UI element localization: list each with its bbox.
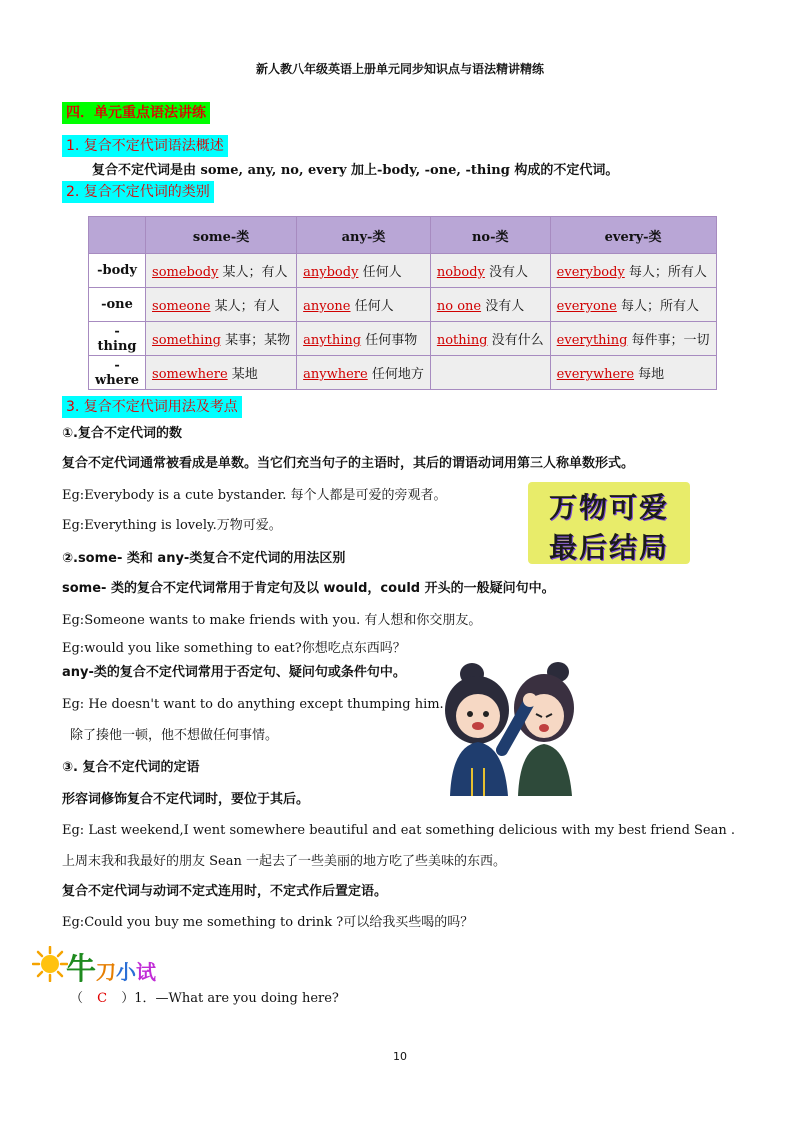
table-row [89,356,717,390]
pronoun-word: someone [152,299,211,314]
table-header: every-类 [550,217,716,254]
table-cell [146,322,297,356]
pronoun-meaning: 任何人 [358,265,402,280]
quiz-heading [66,944,156,988]
point2-example-2: Eg:would you like something to eat?你想吃点东西吗？ [62,641,406,656]
pronoun-table [88,216,717,390]
pronoun-word: anywhere [303,367,368,382]
quiz-heading-char: 刀 [96,960,116,984]
table-cell [430,254,550,288]
question-open-paren: （ [70,991,84,1006]
point2-title: ②.some- 类和 any-类复合不定代词的用法区别 [62,551,346,566]
table-cell [550,288,716,322]
row-label: -thing [89,322,146,356]
pronoun-word: anyone [303,299,351,314]
point3-example-2: Eg:Could you buy me something to drink ?可以给我买些喝的吗？ [62,915,474,930]
page-number: 10 [393,1050,407,1063]
table-cell [146,288,297,322]
point3-example-1-translation: 上周末我和我最好的朋友 Sean 一起去了一些美丽的地方吃了些美味的东西。 [62,854,506,869]
table-cell [430,288,550,322]
pronoun-word: everyone [556,299,617,314]
sticker-text-line-2: 最后结局 [548,531,669,564]
pronoun-word: nobody [436,265,485,280]
table-row [89,322,717,356]
overview-text: 复合不定代词是由 some, any, no, every 加上-body, -one, -thing 构成的不定代词。 [92,163,619,178]
table-cell [550,322,716,356]
section-title: 四．单元重点语法讲练 [62,102,210,124]
point1-rule: 复合不定代词通常被看成是单数。当它们充当句子的主语时，其后的谓语动词用第三人称单数形式。 [62,456,635,471]
pronoun-word: nothing [436,333,488,348]
table-cell [550,356,716,390]
table-cell [550,254,716,288]
point1-example-2: Eg:Everything is lovely.万物可爱。 [62,518,282,533]
row-label: -body [89,254,146,288]
point2-example-3: Eg: He doesn't want to do anything except thumping him. [62,697,444,712]
table-cell [297,322,431,356]
pronoun-meaning: 没有什么 [487,333,544,348]
pronoun-meaning: 某人；有人 [210,299,280,314]
pronoun-meaning: 某人；有人 [218,265,288,280]
pronoun-meaning: 任何地方 [367,367,424,382]
point2-example-3-translation: 除了揍他一顿，他不想做任何事情。 [70,728,279,743]
table-cell [430,322,550,356]
pronoun-word: anybody [303,265,359,280]
table-cell [146,254,297,288]
pronoun-meaning: 某事；某物 [221,333,291,348]
table-header: any-类 [297,217,431,254]
subsection-title-3: 3. 复合不定代词用法及考点 [62,396,242,418]
sticker-text-line-1: 万物可爱 [548,491,669,524]
quiz-question-1 [70,990,339,1008]
pronoun-word: somewhere [152,367,228,382]
point3-title: ③. 复合不定代词的定语 [62,760,200,775]
table-header: some-类 [146,217,297,254]
sticker-image [528,482,690,564]
quiz-heading-char: 小 [116,960,136,984]
table-cell [297,254,431,288]
question-text: ）1．—What are you doing here? [121,991,339,1006]
pronoun-word: something [152,333,221,348]
pronoun-meaning: 每地 [634,367,665,382]
pronoun-meaning: 没有人 [484,265,529,280]
pronoun-word: no one [436,299,482,314]
cartoon-illustration [432,658,592,798]
pronoun-word: anything [303,333,362,348]
table-cell-empty [430,356,550,390]
point2-example-1: Eg:Someone wants to make friends with you. 有人想和你交朋友。 [62,613,482,628]
point1-title: ①.复合不定代词的数 [62,426,182,441]
question-answer: C [97,991,108,1006]
subsection-title-1: 1. 复合不定代词语法概述 [62,135,228,157]
quiz-heading-char: 试 [136,960,156,984]
table-cell [297,356,431,390]
table-corner [89,217,146,254]
point3-rule-2: 复合不定代词与动词不定式连用时，不定式作后置定语。 [62,884,388,899]
pronoun-word: everything [556,333,628,348]
table-cell [146,356,297,390]
sun-icon [32,946,68,982]
pronoun-meaning: 任何事物 [361,333,418,348]
row-label: -one [89,288,146,322]
pronoun-meaning: 没有人 [481,299,525,314]
pronoun-meaning: 每人；所有人 [624,265,707,280]
pronoun-meaning: 每件事；一切 [627,333,710,348]
point3-example-1: Eg: Last weekend,I went somewhere beautiful and eat something delicious with my best friend Sean . [62,823,736,838]
point2-rule-2: any-类的复合不定代词常用于否定句、疑问句或条件句中。 [62,665,406,680]
table-row [89,288,717,322]
row-label: -where [89,356,146,390]
table-header-row [89,217,717,254]
pronoun-meaning: 任何人 [350,299,394,314]
subsection-title-2: 2. 复合不定代词的类别 [62,181,214,203]
pronoun-word: everywhere [556,367,635,382]
point2-rule-1: some- 类的复合不定代词常用于肯定句及以 would，could 开头的一般疑问句中。 [62,581,555,596]
point3-rule-1: 形容词修饰复合不定代词时，要位于其后。 [62,792,310,807]
pronoun-word: somebody [152,265,219,280]
table-row [89,254,717,288]
page-header: 新人教八年级英语上册单元同步知识点与语法精讲精练 [255,62,544,76]
pronoun-word: everybody [556,265,625,280]
pronoun-meaning: 每人；所有人 [616,299,699,314]
table-header: no-类 [430,217,550,254]
quiz-heading-char: 牛 [66,952,96,987]
point1-example-1: Eg:Everybody is a cute bystander. 每个人都是可爱的旁观者。 [62,488,447,503]
table-cell [297,288,431,322]
pronoun-meaning: 某地 [227,367,258,382]
